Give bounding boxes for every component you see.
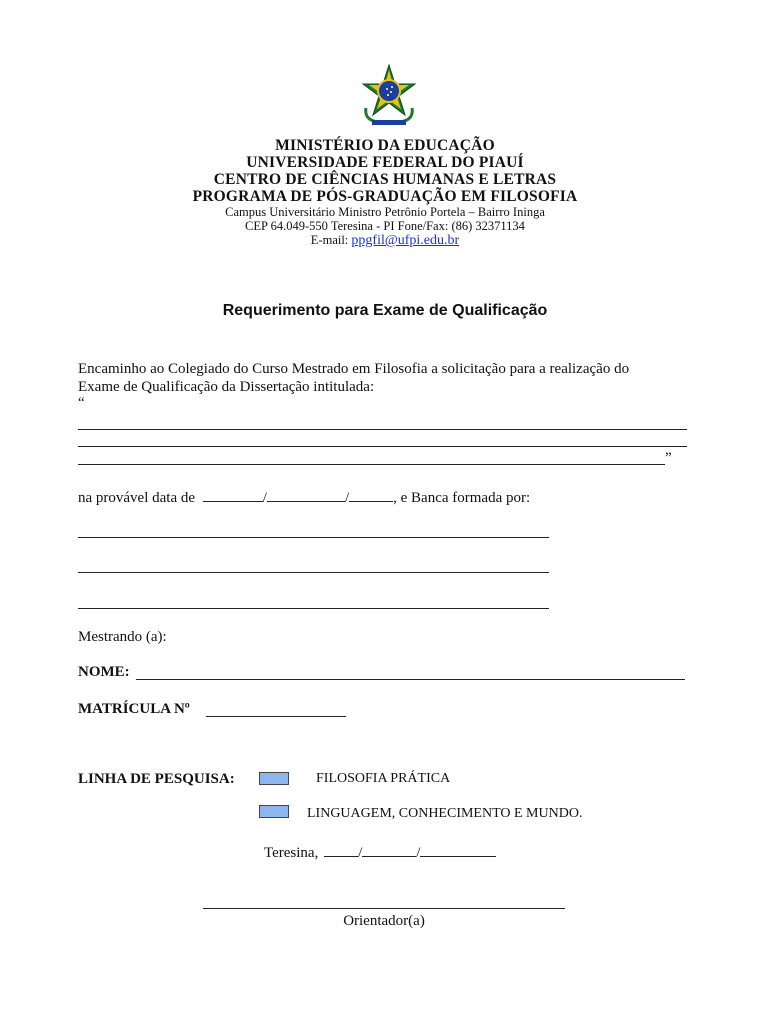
date-day-field[interactable] <box>203 487 263 502</box>
date-suffix: , e Banca formada por: <box>393 490 531 506</box>
name-label: NOME: <box>78 664 130 680</box>
header-address: Campus Universitário Ministro Petrônio Portela – Bairro Ininga <box>225 205 545 219</box>
place-label: Teresina, <box>264 845 319 861</box>
date-prefix: na provável data de <box>78 490 196 506</box>
committee-line-1[interactable] <box>78 537 549 538</box>
matricula-label: MATRÍCULA Nº <box>78 701 190 717</box>
checkbox-filosofia-pratica[interactable] <box>259 772 289 785</box>
header-program: PROGRAMA DE PÓS-GRADUAÇÃO EM FILOSOFIA <box>192 188 578 205</box>
place-year-field[interactable] <box>420 842 496 857</box>
option-filosofia-pratica: FILOSOFIA PRÁTICA <box>316 771 451 786</box>
option-linguagem: LINGUAGEM, CONHECIMENTO E MUNDO. <box>307 806 583 821</box>
close-quote: ” <box>665 450 672 466</box>
header-ministry: MINISTÉRIO DA EDUCAÇÃO <box>275 137 495 154</box>
signature-line[interactable] <box>203 908 565 909</box>
date-year-field[interactable] <box>349 487 393 502</box>
email-link[interactable]: ppgfil@ufpi.edu.br <box>351 233 460 248</box>
place-date-row <box>264 842 496 862</box>
committee-line-3[interactable] <box>78 608 549 609</box>
intro-line-2: Exame de Qualificação da Dissertação intitulada: <box>78 379 375 395</box>
committee-line-2[interactable] <box>78 572 549 573</box>
header-contact: CEP 64.049-550 Teresina - PI Fone/Fax: (86) 32371134 <box>245 219 525 233</box>
date-month-field[interactable] <box>267 487 345 502</box>
title-line-2[interactable] <box>78 446 687 447</box>
form-title: Requerimento para Exame de Qualificação <box>222 302 548 319</box>
header-center: CENTRO DE CIÊNCIAS HUMANAS E LETRAS <box>213 171 557 188</box>
student-label: Mestrando (a): <box>78 629 167 645</box>
checkbox-linguagem[interactable] <box>259 805 289 818</box>
intro-line-1: Encaminho ao Colegiado do Curso Mestrado em Filosofia a solicitação para a realização do <box>78 361 630 377</box>
brazil-coat-of-arms-icon <box>358 64 420 128</box>
date-row <box>78 487 530 507</box>
name-field[interactable] <box>136 679 685 680</box>
place-day-field[interactable] <box>324 842 358 857</box>
place-month-field[interactable] <box>362 842 416 857</box>
open-quote: “ <box>78 395 85 411</box>
place-separator: / <box>416 845 421 861</box>
date-separator: / <box>344 490 350 506</box>
email-label: E-mail: <box>310 233 352 247</box>
title-line-3[interactable] <box>78 464 665 465</box>
header-university: UNIVERSIDADE FEDERAL DO PIAUÍ <box>246 154 524 171</box>
matricula-field[interactable] <box>206 716 346 717</box>
title-line-1[interactable] <box>78 429 687 430</box>
place-separator: / <box>358 845 363 861</box>
signature-label: Orientador(a) <box>343 913 425 929</box>
date-separator: / <box>262 490 267 506</box>
research-label: LINHA DE PESQUISA: <box>78 771 235 787</box>
header-email-row <box>0 233 770 248</box>
